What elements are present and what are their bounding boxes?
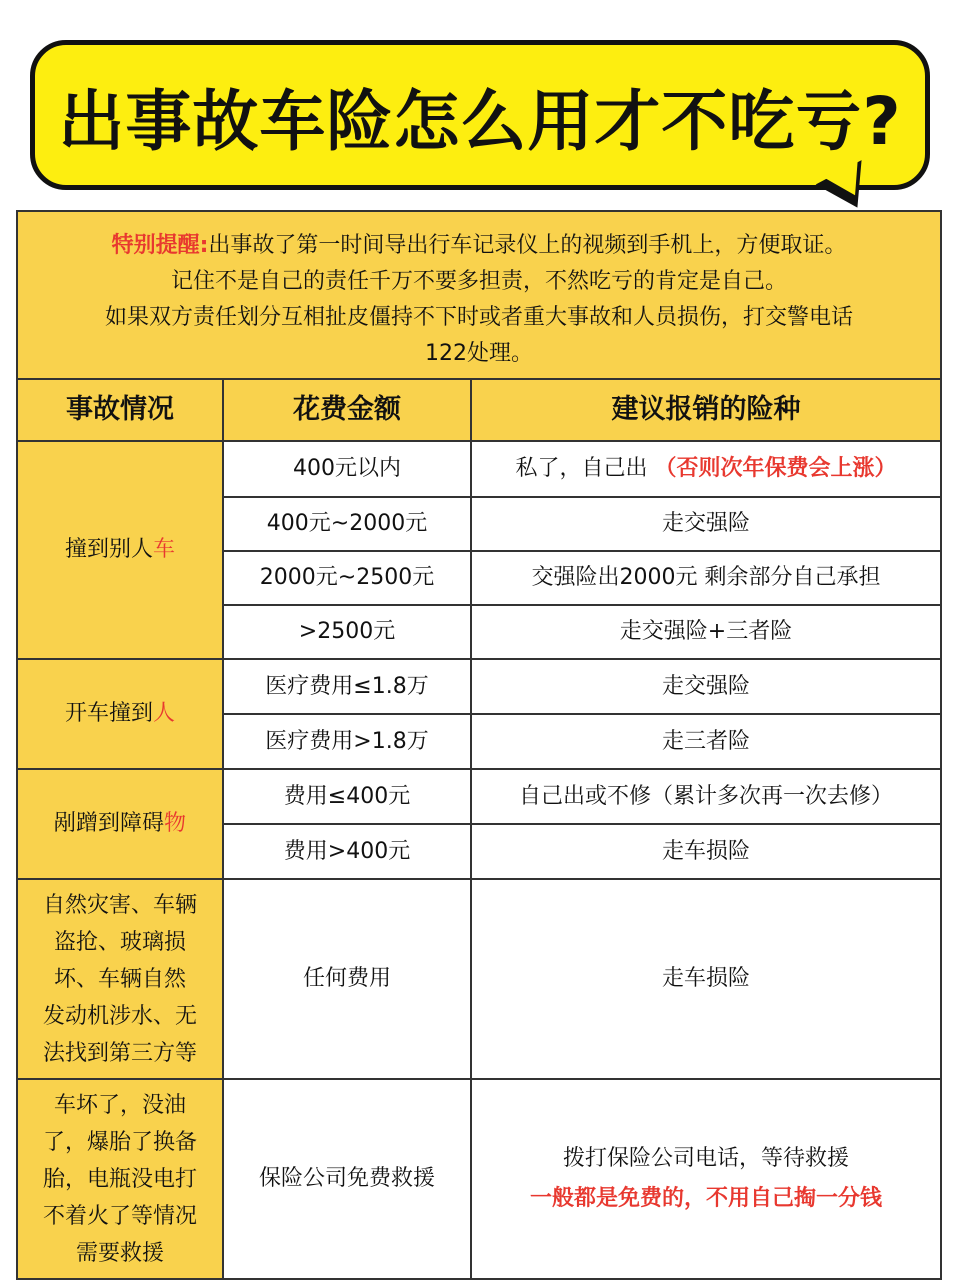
title-banner — [14, 30, 944, 210]
header-situation: 事故情况 — [18, 380, 224, 442]
notice-label: 特别提醒: — [111, 233, 209, 258]
group-label-line: 车坏了，没油 — [53, 1092, 186, 1118]
cost-cell: 任何费用 — [224, 880, 472, 1080]
group-label-highlight: 车 — [153, 537, 176, 562]
insurance-cell: 自己出或不修（累计多次再一次去修） — [472, 770, 940, 825]
insurance-cell — [472, 1080, 940, 1278]
notice-line-1 — [32, 228, 926, 264]
insurance-cell: 走车损险 — [472, 880, 940, 1080]
cost-cell: 400元以内 — [224, 442, 472, 498]
header-cost: 花费金额 — [224, 380, 472, 442]
group-roadside-assistance — [18, 1080, 224, 1278]
cost-cell: >2500元 — [224, 606, 472, 660]
group-label-line: 法找到第三方等 — [42, 1040, 197, 1066]
notice-line-3: 如果双方责任划分互相扯皮僵持不下时或者重大事故和人员损伤，打交警电话 — [104, 305, 853, 330]
cost-cell: 400元~2000元 — [224, 498, 472, 552]
cost-cell: 医疗费用>1.8万 — [224, 715, 472, 770]
header-insurance: 建议报销的险种 — [472, 380, 940, 442]
notice-line-4: 122处理。 — [425, 341, 533, 366]
group-label: 开车撞到 — [64, 701, 153, 726]
group-label-highlight: 人 — [153, 701, 176, 726]
insurance-cell: 走车损险 — [472, 825, 940, 880]
group-label-line: 了，爆胎了换备 — [42, 1129, 197, 1155]
group-label: 撞到别人 — [64, 537, 153, 562]
group-label-line: 自然灾害、车辆 — [42, 892, 197, 918]
cost-cell: 2000元~2500元 — [224, 552, 472, 606]
notice-box — [18, 212, 940, 380]
insurance-warning: （否则次年保费会上涨） — [654, 456, 897, 481]
group-label-highlight: 物 — [164, 811, 187, 836]
notice-text-1: 出事故了第一时间导出行车记录仪上的视频到手机上，方便取证。 — [208, 233, 847, 258]
notice-line-2: 记住不是自己的责任千万不要多担责，不然吃亏的肯定是自己。 — [170, 269, 787, 294]
group-label-line: 发动机涉水、无 — [42, 1003, 197, 1029]
cost-cell: 费用≤400元 — [224, 770, 472, 825]
insurance-warning: 一般都是免费的，不用自己掏一分钱 — [529, 1186, 882, 1211]
insurance-cell: 走交强险 — [472, 660, 940, 715]
group-scrape-obstacle — [18, 770, 224, 880]
cost-cell: 医疗费用≤1.8万 — [224, 660, 472, 715]
insurance-cell: 走交强险 — [472, 498, 940, 552]
insurance-text: 拨打保险公司电话，等待救援 — [562, 1146, 849, 1171]
page-title: 出事故车险怎么用才不吃亏? — [58, 82, 902, 160]
group-label: 剐蹭到障碍 — [53, 811, 164, 836]
group-natural-disaster — [18, 880, 224, 1080]
insurance-cell: 走三者险 — [472, 715, 940, 770]
group-hit-person — [18, 660, 224, 770]
insurance-cell: 交强险出2000元 剩余部分自己承担 — [472, 552, 940, 606]
insurance-table — [16, 210, 942, 1280]
group-hit-car — [18, 442, 224, 660]
insurance-cell: 走交强险+三者险 — [472, 606, 940, 660]
insurance-text: 私了，自己出 — [515, 456, 648, 481]
group-label-line: 胎，电瓶没电打 — [42, 1166, 197, 1192]
cost-cell: 保险公司免费救援 — [224, 1080, 472, 1278]
insurance-cell — [472, 442, 940, 498]
group-label-line: 需要救援 — [75, 1240, 164, 1266]
group-label-line: 坏、车辆自然 — [53, 966, 186, 992]
group-label-line: 盗抢、玻璃损 — [53, 929, 186, 955]
cost-cell: 费用>400元 — [224, 825, 472, 880]
group-label-line: 不着火了等情况 — [42, 1203, 197, 1229]
